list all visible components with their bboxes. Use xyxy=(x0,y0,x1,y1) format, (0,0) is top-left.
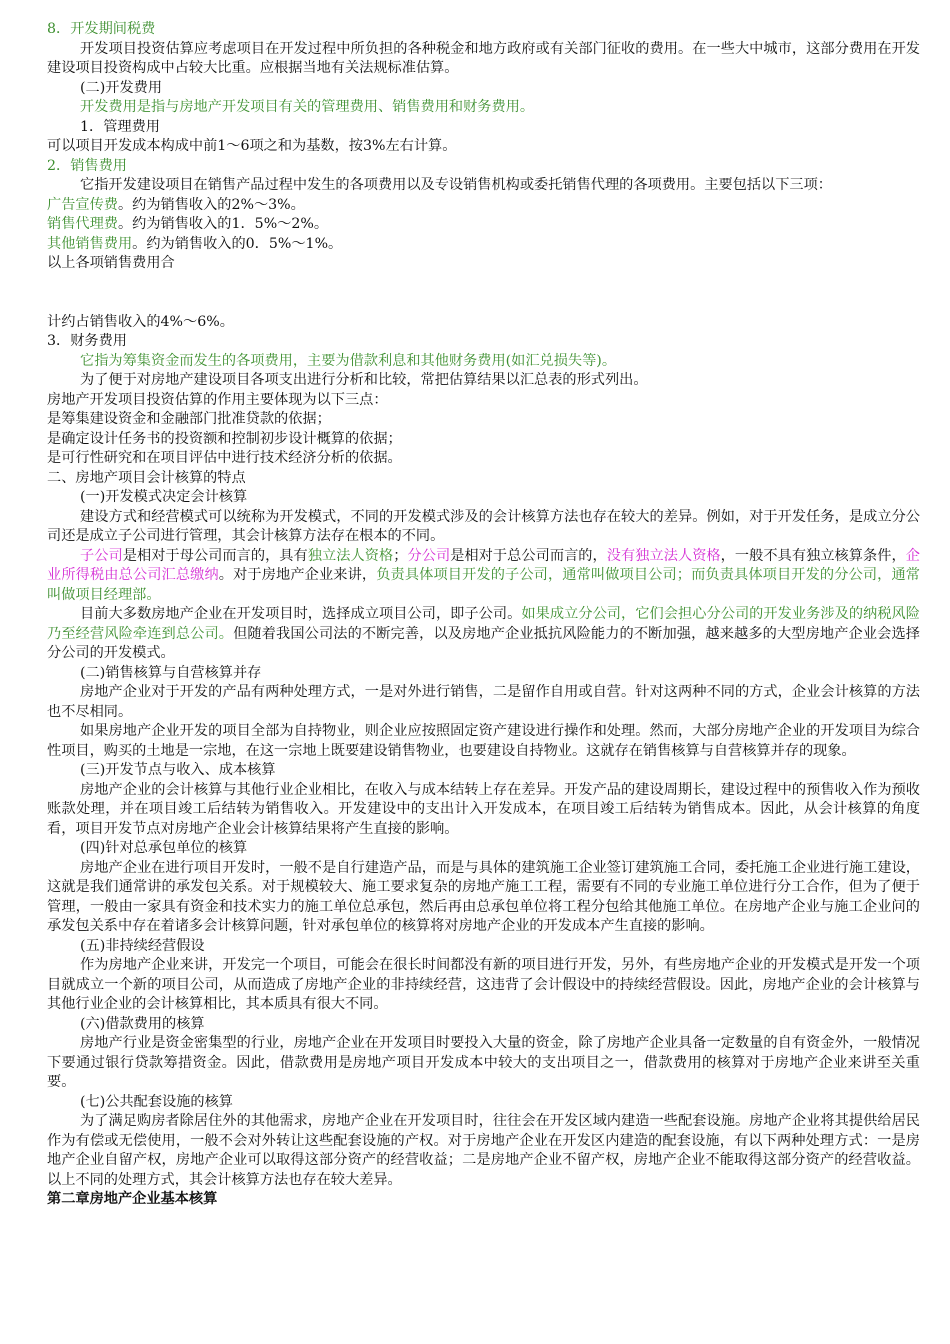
text-segment: (五)非持续经营假设 xyxy=(80,937,205,954)
text-line xyxy=(47,118,920,138)
text-line xyxy=(47,839,920,859)
highlighted-text: 没有独立法人资格 xyxy=(606,547,721,564)
highlighted-text: 它指为筹集资金而发生的各项费用，主要为借款利息和其他财务费用(如汇兑损失等)。 xyxy=(80,352,617,369)
text-segment: 如果房地产企业开发的项目全部为自持物业，则企业应按照固定资产建设进行操作和处理。然而，大部分房地产企业的开发项目为综合性项目，购买的土地是一宗地，在这一宗地上既要建设销售物业，也要建设自持物业。这就存在销售核算与自营核算并存的现象。 xyxy=(47,723,920,759)
text-line xyxy=(47,1112,920,1190)
chapter-heading xyxy=(47,1190,920,1210)
text-line xyxy=(47,332,920,352)
text-line xyxy=(47,508,920,547)
text-line xyxy=(47,196,920,216)
text-line xyxy=(47,1093,920,1113)
text-line xyxy=(47,1034,920,1093)
text-line xyxy=(47,215,920,235)
highlighted-text: 负责具体项目开发的子公司，通常叫做项目公司；而负责具体项目开发的分公司，通常叫做项目经理部。 xyxy=(47,567,920,603)
text-line xyxy=(47,235,920,255)
text-line xyxy=(47,430,920,450)
text-segment: 作为房地产企业来讲，开发完一个项目，可能会在很长时间都没有新的项目进行开发，另外，有些房地产企业的开发模式是开发一个项目就成立一个新的项目公司，从而造成了房地产企业的非持续经营，这违背了会计假设中的持续经营假设。因此，房地产企业的会计核算与其他行业企业的会计核算相比，其本质具有很大不同。 xyxy=(47,957,920,1012)
text-segment: (四)针对总承包单位的核算 xyxy=(80,840,248,856)
text-line xyxy=(47,547,920,606)
highlighted-text: 开发费用是指与房地产开发项目有关的管理费用、销售费用和财务费用。 xyxy=(80,99,535,115)
blank-gap xyxy=(47,274,920,313)
text-segment: (三)开发节点与收入、成本核算 xyxy=(80,762,276,778)
text-segment: 目前大多数房地产企业在开发项目时，选择成立项目公司，即子公司。 xyxy=(80,606,522,622)
text-line xyxy=(47,40,920,79)
text-line xyxy=(47,137,920,157)
text-segment: (一)开发模式决定会计核算 xyxy=(80,489,248,505)
highlighted-text: 企业所得税由总公司汇总缴纳 xyxy=(47,547,920,583)
text-line xyxy=(47,20,920,40)
text-segment: 房地产企业对于开发的产品有两种处理方式，一是对外进行销售，二是留作自用或自营。针对这两种不同的方式，企业会计核算的方法也不尽相同。 xyxy=(47,684,920,720)
text-line xyxy=(47,1015,920,1035)
text-line xyxy=(47,859,920,937)
text-segment: 。约为销售收入的2%～3%。 xyxy=(117,196,305,213)
text-segment: ，一般不具有独立核算条件， xyxy=(720,547,906,564)
text-segment: (二)开发费用 xyxy=(80,79,163,96)
text-segment: 1．管理费用 xyxy=(80,118,160,135)
text-segment: 可以项目开发成本构成中前1～6项之和为基数，按3%左右计算。 xyxy=(47,138,457,154)
highlighted-text: 独立法人资格 xyxy=(307,547,394,564)
text-segment: (六)借款费用的核算 xyxy=(80,1015,205,1032)
text-segment: 为了满足购房者除居住外的其他需求，房地产企业在开发项目时，往往会在开发区域内建造一些配套设施。房地产企业将其提供给居民作为有偿或无偿使用，一般不会对外转让这些配套设施的产权。对于房地产企业在开发区内建造的配套设施，有以下两种处理方式：一是房地产企业自留产权，房地产企业可以取得这部分资产的经营收益；二是房地产企业不留产权，房地产企业不能取得这部分资产的经营收益。以上不同的处理方式，其会计核算方法也存在较大差异。 xyxy=(47,1113,920,1188)
highlighted-text: 如果成立分公司，它们会担心分公司的开发业务涉及的纳税风险乃至经营风险牵连到总公司。 xyxy=(47,606,920,642)
text-segment: 是筹集建设资金和金融部门批准贷款的依据； xyxy=(47,411,331,427)
text-segment: 。约为销售收入的1．5%～2%。 xyxy=(117,216,329,232)
text-line xyxy=(47,176,920,196)
text-segment: 它指开发建设项目在销售产品过程中发生的各项费用以及专设销售机构或委托销售代理的各项费用。主要包括以下三项： xyxy=(80,177,832,193)
text-segment: 房地产企业的会计核算与其他行业企业相比，在收入与成本结转上存在差异。开发产品的建设周期长，建设过程中的预售收入作为预收账款处理，并在项目竣工后结转为销售收入。开发建设中的支出计入开发成本，在项目竣工后结转为销售成本。因此，从会计核算的角度看，项目开发节点对房地产企业会计核算结果将产生直接的影响。 xyxy=(47,781,920,837)
text-line xyxy=(47,605,920,664)
text-segment: 但随着我国公司法的不断完善，以及房地产企业抵抗风险能力的不断加强，越来越多的大型房地产企业会选择分公司的开发模式。 xyxy=(47,625,920,661)
text-line xyxy=(47,761,920,781)
text-segment: 二、房地产项目会计核算的特点 xyxy=(47,469,246,486)
text-line xyxy=(47,664,920,684)
text-segment: 房地产开发项目投资估算的作用主要体现为以下三点： xyxy=(47,391,388,408)
highlighted-text: 广告宣传费 xyxy=(47,196,118,213)
text-line xyxy=(47,683,920,722)
text-segment: 房地产行业是资金密集型的行业，房地产企业在开发项目时要投入大量的资金，除了房地产企业具备一定数量的自有资金外，一般情况下要通过银行贷款筹措资金。因此，借款费用是房地产项目开发成本中较大的支出项目之一，借款费用的核算对于房地产企业来讲至关重要。 xyxy=(47,1035,920,1090)
text-segment: 开发项目投资估算应考虑项目在开发过程中所负担的各种税金和地方政府或有关部门征收的费用。在一些大中城市，这部分费用在开发建设项目投资构成中占较大比重。应根据当地有关法规标准估算。 xyxy=(47,40,920,76)
text-segment: 房地产企业在进行项目开发时，一般不是自行建造产品，而是与具体的建筑施工企业签订建筑施工合同，委托施工企业进行施工建设，这就是我们通常讲的承发包关系。对于规模较大、施工要求复杂的房地产施工工程，需要有不同的专业施工单位进行分工合作，但为了便于管理，一般由一家具有资金和技术实力的施工单位总承包，然后再由总承包单位将工程分包给其他施工单位。在房地产企业与施工企业问的承发包关系中存在着诸多会计核算问题，针对承包单位的核算将对房地产企业的开发成本产生直接的影响。 xyxy=(47,859,920,934)
highlighted-text: 2．销售费用 xyxy=(47,157,127,174)
text-segment: 计约占销售收入的4%～6%。 xyxy=(47,313,234,330)
highlighted-text: 分公司 xyxy=(407,547,451,564)
text-line xyxy=(47,371,920,391)
text-segment: (七)公共配套设施的核算 xyxy=(80,1093,233,1110)
text-segment: 是确定设计任务书的投资额和控制初步设计概算的依据； xyxy=(47,430,402,447)
text-line xyxy=(47,352,920,372)
text-line xyxy=(47,469,920,489)
highlighted-text: 8．开发期间税费 xyxy=(47,21,156,37)
text-line xyxy=(47,449,920,469)
text-line xyxy=(47,956,920,1015)
highlighted-text: 其他销售费用 xyxy=(47,235,133,252)
text-line xyxy=(47,410,920,430)
text-segment: ； xyxy=(393,547,408,564)
text-line xyxy=(47,391,920,411)
text-segment: 建设方式和经营模式可以统称为开发模式，不同的开发模式涉及的会计核算方法也存在较大的差异。例如，对于开发任务，是成立分公司还是成立子公司进行管理，其会计核算方法存在根本的不同。 xyxy=(47,508,920,544)
highlighted-text: 销售代理费 xyxy=(47,216,118,232)
highlighted-text: 子公司 xyxy=(80,547,123,564)
text-line xyxy=(47,781,920,840)
text-segment: 是相对于母公司而言的，具有 xyxy=(122,547,308,564)
text-segment: 是相对于总公司而言的， xyxy=(450,547,607,564)
text-segment: 以上各项销售费用合 xyxy=(47,255,175,271)
text-segment: 第二章房地产企业基本核算 xyxy=(47,1191,218,1207)
text-segment: 3．财务费用 xyxy=(47,333,127,349)
text-line xyxy=(47,157,920,177)
text-segment: 。约为销售收入的0．5%～1%。 xyxy=(132,235,343,252)
text-line xyxy=(47,79,920,99)
text-segment: 是可行性研究和在项目评估中进行技术经济分析的依据。 xyxy=(47,450,402,466)
text-line xyxy=(47,937,920,957)
text-line xyxy=(47,98,920,118)
text-segment: 为了便于对房地产建设项目各项支出进行分析和比较，常把估算结果以汇总表的形式列出。 xyxy=(80,372,648,388)
text-line xyxy=(47,722,920,761)
text-line xyxy=(47,254,920,274)
text-segment: (二)销售核算与自营核算并存 xyxy=(80,664,262,681)
text-line xyxy=(47,313,920,333)
text-segment: 。对于房地产企业来讲， xyxy=(218,567,377,583)
text-line xyxy=(47,488,920,508)
